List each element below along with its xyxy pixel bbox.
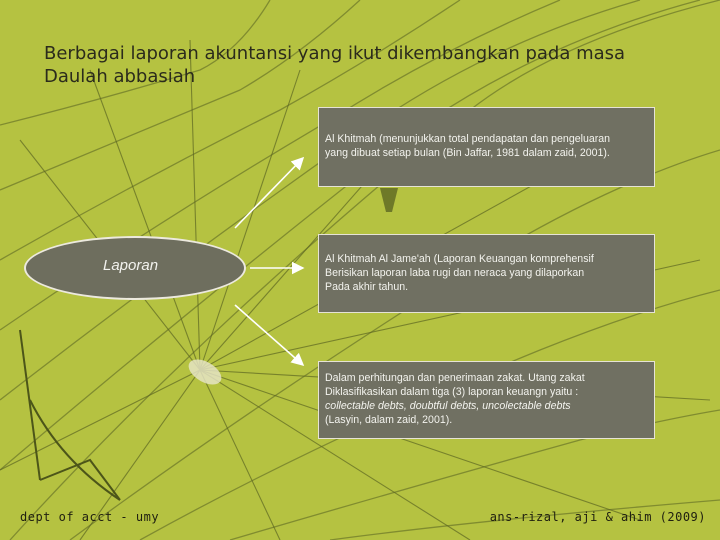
root-node-label: Laporan (103, 257, 159, 274)
box-3-line-2: Diklasifikasikan dalam tiga (3) laporan keuangn yaitu : (325, 386, 579, 398)
box-2-line-2: Berisikan laporan laba rugi dan neraca yang dilaporkan (325, 267, 585, 279)
box-1-line-1: Al Khitmah (menunjukkan total pendapatan dan pengeluaran (325, 133, 611, 145)
box-3-line-3: collectable debts, doubtful debts, uncolectable debts (325, 400, 571, 412)
box-1-line-2: yang dibuat setiap bulan (Bin Jaffar, 1981 dalam zaid, 2001). (325, 147, 610, 159)
report-box-zakat (318, 361, 655, 439)
footer-authors: ans-rizal, aji & ahim (2009) (489, 510, 706, 524)
box-2-line-1: Al Khitmah Al Jame'ah (Laporan Keuangan komprehensif (325, 253, 594, 265)
box-3-line-1: Dalam perhitungan dan penerimaan zakat. Utang zakat (325, 372, 585, 384)
slide-title: Berbagai laporan akuntansi yang ikut dikembangkan pada masa Daulah abbasiah (44, 43, 626, 87)
report-box-al-khitmah-al-jameah (318, 234, 655, 313)
box-2-line-3: Pada akhir tahun. (325, 281, 409, 293)
box-3-line-4: (Lasyin, dalam zaid, 2001). (325, 414, 453, 426)
footer-department: dept of acct - umy (20, 510, 160, 524)
report-box-al-khitmah (318, 107, 655, 187)
